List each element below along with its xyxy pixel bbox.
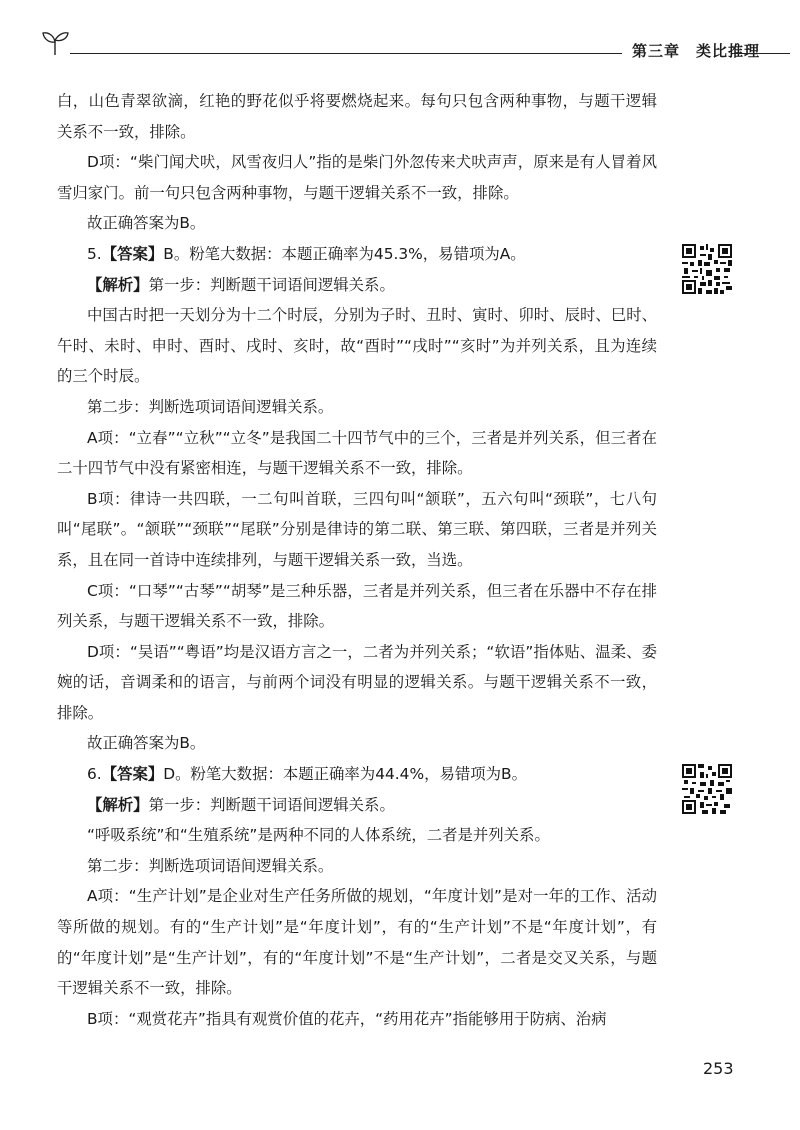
- answer-conclusion: 故正确答案为B。: [87, 734, 206, 753]
- paragraph: 第二步：判断选项词语间逻辑关系。: [87, 397, 334, 416]
- question-5-answer: [57, 239, 657, 270]
- qr-code-icon[interactable]: [682, 244, 732, 294]
- option-c-paragraph: C项：“口琴”“古琴”“胡琴”是三种乐器，三者是并列关系，但三者在乐器中不存在排列关系，与题干逻辑关系不一致，排除。: [57, 581, 657, 631]
- answer-text: D。粉笔大数据：本题正确率为44.4%，易错项为B。: [163, 765, 527, 784]
- paragraph: 第二步：判断选项词语间逻辑关系。: [87, 856, 334, 875]
- sprout-icon: [40, 28, 70, 58]
- paragraph: 中国古时把一天划分为十二个时辰，分别为子时、丑时、寅时、卯时、辰时、巳时、午时、未时、申时、酉时、戌时、亥时，故“酉时”“戌时”“亥时”为并列关系，且为连续的三个时辰。: [57, 306, 657, 386]
- answer-tag: 【答案】: [101, 765, 164, 784]
- analysis-step: 第一步：判断题干词语间逻辑关系。: [148, 795, 395, 814]
- page-number: 253: [703, 1059, 734, 1078]
- paragraph: 白，山色青翠欲滴，红艳的野花似乎将要燃烧起来。每句只包含两种事物，与题干逻辑关系不一致，排除。: [57, 92, 657, 141]
- question-number: 5.: [87, 244, 102, 263]
- question-5-analysis: [57, 270, 657, 301]
- chapter-title: 第三章 类比推理: [632, 42, 761, 60]
- analysis-tag: 【解析】: [87, 275, 149, 294]
- option-b-paragraph: B项：“观赏花卉”指具有观赏价值的花卉，“药用花卉”指能够用于防病、治病: [87, 1009, 607, 1028]
- header-rule-right: [732, 53, 790, 54]
- question-number: 6.: [87, 765, 102, 784]
- answer-tag: 【答案】: [101, 244, 164, 263]
- option-d-paragraph: D项：“吴语”“粤语”均是汉语方言之一，二者为并列关系；“软语”指体贴、温柔、委婉的话，音调柔和的语言，与前两个词没有明显的逻辑关系。与题干逻辑关系不一致，排除。: [57, 642, 657, 722]
- option-a-paragraph: A项：“立春”“立秋”“立冬”是我国二十四节气中的三个，三者是并列关系，但三者在二十四节气中没有紧密相连，与题干逻辑关系不一致，排除。: [57, 428, 657, 478]
- page-body: [57, 86, 657, 1034]
- analysis-step: 第一步：判断题干词语间逻辑关系。: [148, 275, 395, 294]
- header-rule-left: [70, 53, 622, 54]
- question-6-analysis: [57, 790, 657, 821]
- option-b-paragraph: B项：律诗一共四联，一二句叫首联，三四句叫“颔联”，五六句叫“颈联”，七八句叫“尾联”。“颔联”“颈联”“尾联”分别是律诗的第二联、第三联、第四联，三者是并列关系，且在同一首诗中连续排列，与题干逻辑关系一致，当选。: [57, 489, 657, 569]
- option-d-paragraph: D项：“柴门闻犬吠，风雪夜归人”指的是柴门外忽传来犬吠声声，原来是有人冒着风雪归家门。前一句只包含两种事物，与题干逻辑关系不一致，排除。: [57, 153, 657, 202]
- question-6-answer: [57, 759, 657, 790]
- page-header: [40, 28, 760, 68]
- paragraph: “呼吸系统”和“生殖系统”是两种不同的人体系统，二者是并列关系。: [87, 826, 550, 845]
- answer-text: B。粉笔大数据：本题正确率为45.3%，易错项为A。: [163, 244, 526, 263]
- answer-conclusion: 故正确答案为B。: [87, 214, 206, 233]
- option-a-paragraph: A项：“生产计划”是企业对生产任务所做的规划，“年度计划”是对一年的工作、活动等所做的规划。有的“生产计划”是“年度计划”，有的“生产计划”不是“年度计划”，有的“年度计划”是“生产计划”，有的“年度计划”不是“生产计划”，二者是交叉关系，与题干逻辑关系不一致，排除。: [57, 887, 657, 998]
- qr-code-icon[interactable]: [682, 764, 732, 814]
- analysis-tag: 【解析】: [87, 795, 149, 814]
